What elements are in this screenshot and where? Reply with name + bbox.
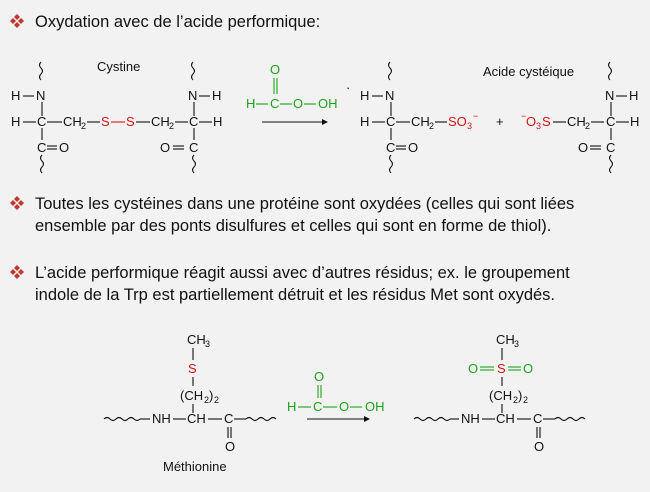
svg-text:3: 3 (205, 339, 211, 349)
svg-text:O: O (534, 439, 545, 454)
bullet-3-line-2: indole de la Trp est partiellement détruit et les résidus Met sont oxydés. (35, 286, 556, 304)
svg-text:2: 2 (169, 121, 175, 131)
svg-text:(CH: (CH (180, 388, 204, 403)
svg-text:CH: CH (63, 114, 82, 129)
svg-text:C: C (533, 411, 543, 426)
svg-text:C: C (386, 140, 396, 155)
svg-text:CH: CH (496, 332, 515, 347)
svg-text:C: C (270, 96, 280, 111)
svg-text:O: O (59, 140, 70, 155)
svg-text:H: H (630, 114, 640, 129)
svg-text:N: N (188, 88, 198, 103)
cystine-oxidation-scheme (0, 56, 650, 186)
svg-text:2: 2 (214, 395, 220, 405)
svg-text:H: H (11, 114, 21, 129)
svg-text:−: − (473, 111, 479, 121)
cystine-label: Cystine (97, 59, 141, 74)
cystine-molecule (11, 62, 222, 173)
bullet-2-line-2: ensemble par des ponts disulfures et celles qui sont en forme de thiol). (35, 217, 552, 235)
methionine-label: Méthionine (163, 459, 227, 474)
svg-text:C: C (313, 399, 323, 414)
svg-text:O: O (339, 399, 350, 414)
svg-text:H: H (213, 114, 223, 129)
svg-text:S: S (188, 361, 197, 376)
svg-text:−: − (521, 111, 527, 121)
performic-acid-reagent (246, 62, 338, 111)
svg-text:S: S (497, 361, 506, 376)
plus-sign: + (496, 114, 504, 129)
svg-text:C: C (224, 411, 234, 426)
svg-text:N: N (385, 88, 395, 103)
bullet-3-text (35, 262, 570, 306)
svg-text:OH: OH (318, 96, 338, 111)
diamond-cluster-icon (10, 196, 24, 210)
svg-text:NH: NH (152, 411, 171, 426)
svg-text:2: 2 (204, 395, 210, 405)
svg-text:S: S (101, 114, 110, 129)
svg-text:CH: CH (411, 114, 430, 129)
svg-text:3: 3 (536, 121, 542, 131)
svg-text:H: H (11, 88, 21, 103)
methionine-molecule (104, 332, 276, 454)
svg-text:C: C (189, 140, 199, 155)
performic-acid-reagent-2 (287, 369, 385, 414)
svg-text:CH: CH (567, 114, 586, 129)
svg-text:C: C (606, 140, 616, 155)
diamond-cluster-icon (10, 14, 24, 28)
svg-text:O: O (523, 361, 534, 376)
svg-text:O: O (225, 439, 236, 454)
svg-text:): ) (209, 388, 214, 403)
methionine-sulfone-molecule (414, 332, 585, 454)
svg-text:C: C (386, 114, 396, 129)
svg-text:C: C (37, 140, 47, 155)
cysteic-acid-label: Acide cystéique (483, 64, 575, 79)
svg-text:2: 2 (585, 121, 591, 131)
svg-text:H: H (360, 114, 370, 129)
svg-text:C: C (189, 114, 199, 129)
svg-text:(CH: (CH (489, 388, 513, 403)
svg-text:O: O (468, 361, 479, 376)
bullet-1-text: Oxydation avec de l’acide performique: (35, 13, 321, 31)
svg-text:NH: NH (461, 411, 480, 426)
svg-text:S: S (542, 114, 551, 129)
reaction-arrow-2 (307, 416, 370, 422)
svg-text:2: 2 (429, 121, 435, 131)
svg-text:CH: CH (187, 411, 206, 426)
svg-text:2: 2 (513, 395, 519, 405)
svg-text:N: N (605, 88, 615, 103)
cysteic-acid-molecule-1 (360, 62, 478, 173)
svg-text:3: 3 (467, 121, 473, 131)
separator-dot: · (346, 80, 351, 95)
svg-text:O: O (314, 369, 325, 384)
reaction-arrow-1 (262, 119, 328, 125)
svg-text:H: H (246, 96, 256, 111)
svg-text:O: O (526, 114, 537, 129)
svg-text:H: H (212, 88, 222, 103)
svg-text:O: O (160, 140, 171, 155)
svg-text:S: S (126, 114, 135, 129)
svg-text:CH: CH (496, 411, 515, 426)
diamond-cluster-icon (10, 265, 24, 279)
svg-text:H: H (360, 88, 370, 103)
svg-text:N: N (36, 88, 46, 103)
svg-text:2: 2 (523, 395, 529, 405)
bullet-2-line-1: Toutes les cystéines dans une protéine sont oxydées (celles qui sont liées (35, 195, 575, 213)
svg-text:O: O (578, 140, 589, 155)
svg-text:H: H (287, 399, 297, 414)
svg-text:2: 2 (81, 121, 87, 131)
svg-text:O: O (270, 62, 281, 77)
bullet-2-text (35, 193, 574, 237)
svg-text:3: 3 (514, 339, 520, 349)
svg-text:): ) (518, 388, 523, 403)
svg-text:C: C (37, 114, 47, 129)
svg-text:CH: CH (151, 114, 170, 129)
svg-text:O: O (408, 140, 419, 155)
svg-text:OH: OH (365, 399, 385, 414)
svg-text:O: O (293, 96, 304, 111)
methionine-oxidation-scheme (0, 322, 650, 492)
svg-text:SO: SO (448, 114, 467, 129)
svg-text:C: C (606, 114, 616, 129)
svg-text:H: H (629, 88, 639, 103)
bullet-3-line-1: L’acide performique réagit aussi avec d’autres résidus; ex. le groupement (35, 264, 570, 282)
svg-text:CH: CH (187, 332, 206, 347)
